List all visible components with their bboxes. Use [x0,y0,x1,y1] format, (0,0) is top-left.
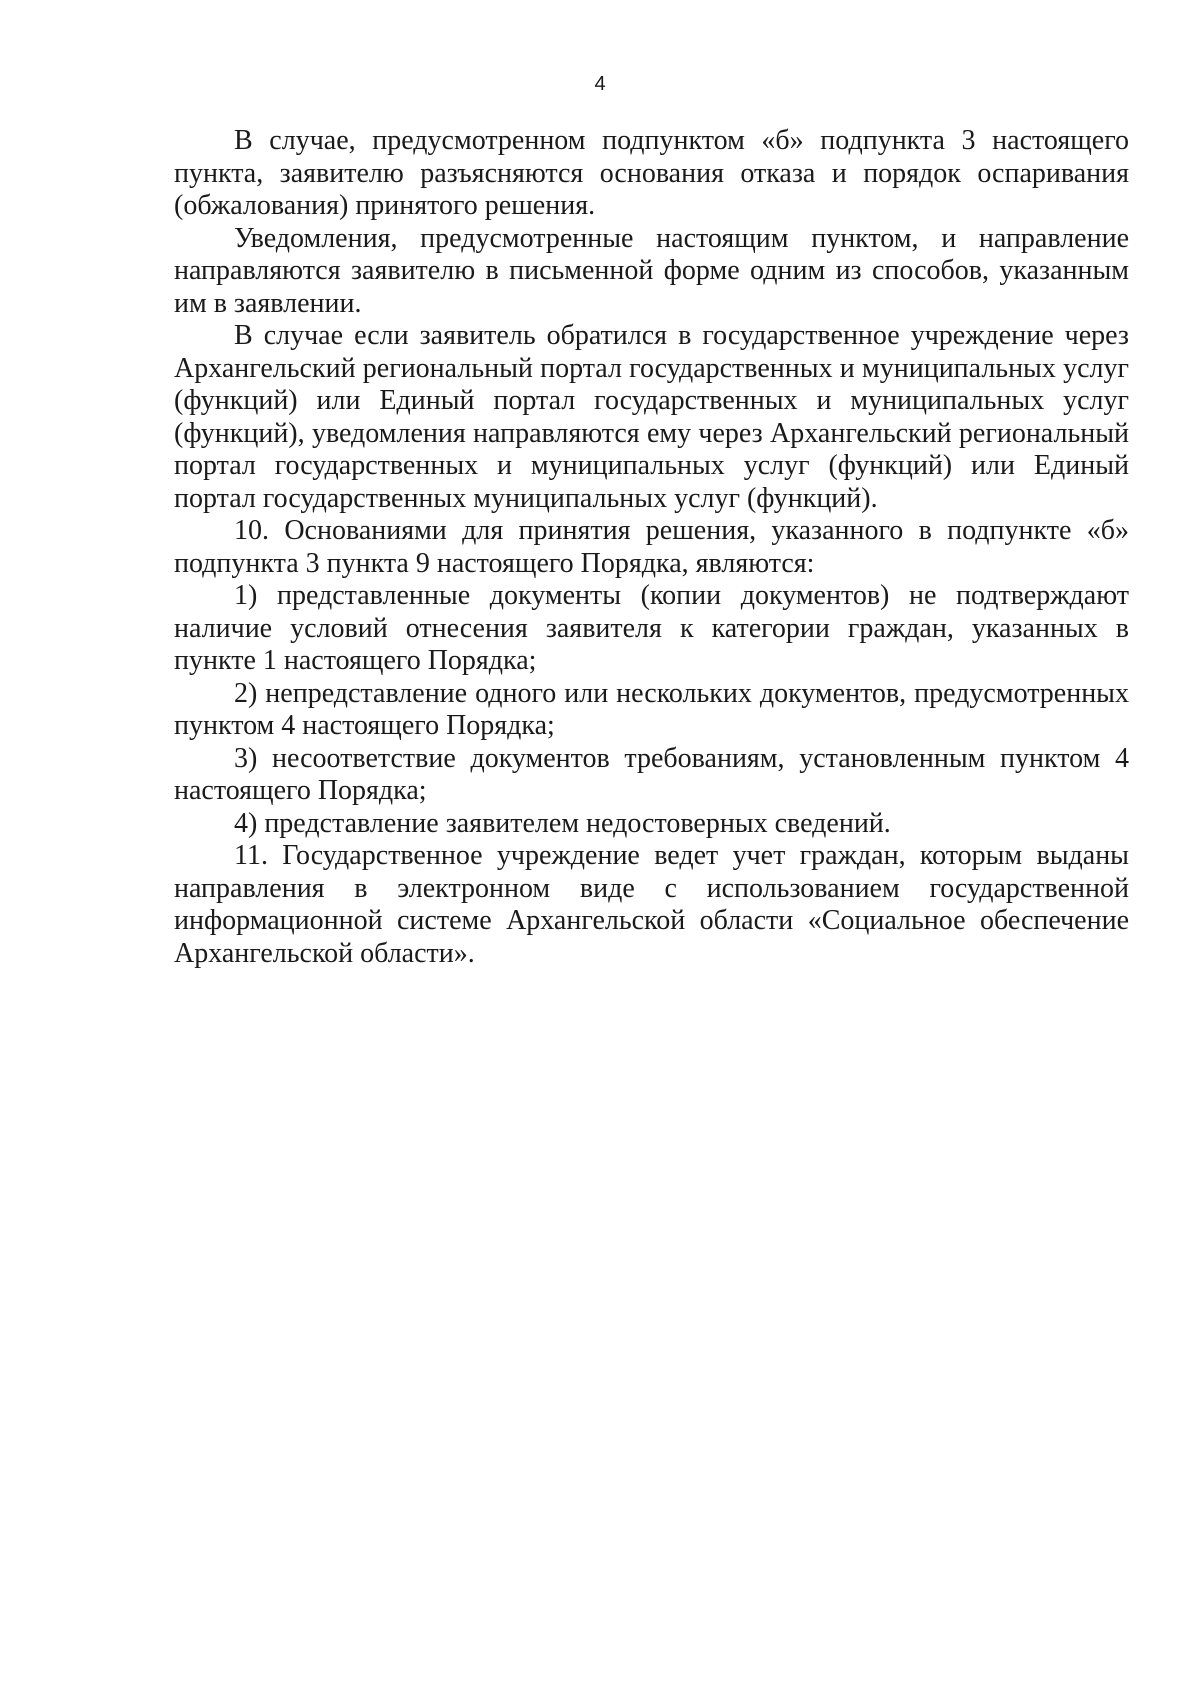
paragraph-notifications: Уведомления, предусмотренные настоящим пунктом, и направление направляются заявителю в письменной форме одним из способов, указанным им в заявлении. [174,222,1129,319]
paragraph-item-10: 10. Основаниями для принятия решения, указанного в подпункте «б» подпункта 3 пункта 9 настоящего Порядка, являются: [174,515,1129,579]
list-item-1: 1) представленные документы (копии документов) не подтверждают наличие условий отнесения заявителя к категории граждан, указанных в пункте 1 настоящего Порядка; [174,580,1129,676]
document-body [174,125,1129,970]
paragraph-item-11: 11. Государственное учреждение ведет учет граждан, которым выданы направления в электронном виде с использованием государственной информационной системе Архангельской области «Социальное обеспечение Архангельской области». [174,840,1129,969]
page-number: 4 [594,73,606,95]
paragraph-refusal-explanation: В случае, предусмотренном подпунктом «б» подпункта 3 настоящего пункта, заявителю разъясняются основания отказа и порядок оспаривания (обжалования) принятого решения. [174,125,1129,221]
paragraph-portal-notifications: В случае если заявитель обратился в государственное учреждение через Архангельский региональный портал государственных и муниципальных услуг (функций) или Единый портал государственных и муниципальных услуг (функций), уведомления направляются ему через Архангельский региональный портал государственных и муниципальных услуг (функций) или Единый портал государственных муниципальных услуг (функций). [174,320,1129,514]
list-item-4: 4) представление заявителем недостоверных сведений. [234,807,891,839]
list-item-2: 2) непредставление одного или нескольких документов, предусмотренных пунктом 4 настоящего Порядка; [174,677,1129,741]
list-item-3: 3) несоответствие документов требованиям, установленным пунктом 4 настоящего Порядка; [174,742,1129,806]
